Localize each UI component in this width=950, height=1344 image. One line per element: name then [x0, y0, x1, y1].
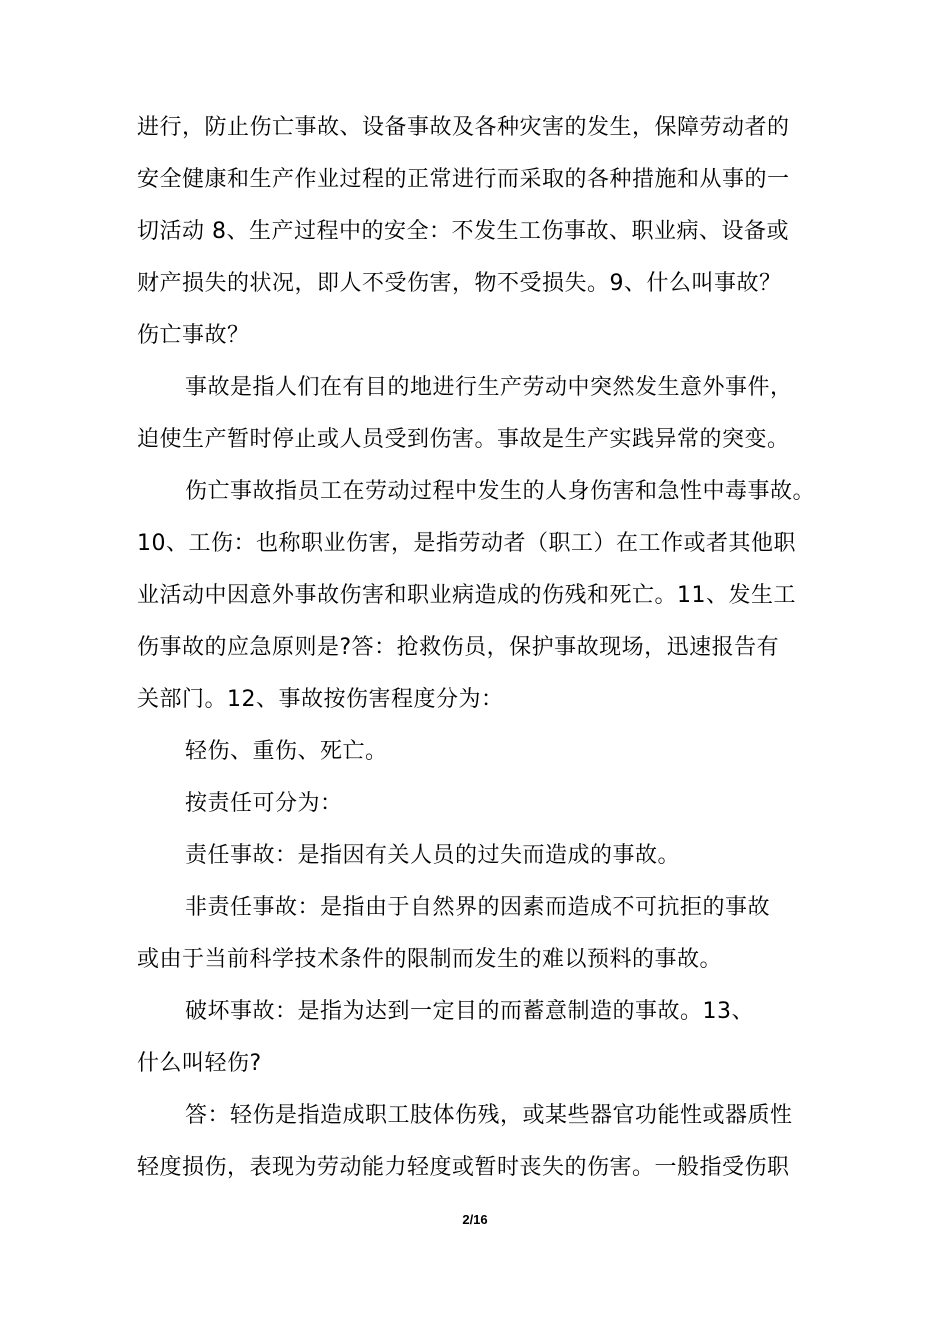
body-text	[137, 102, 837, 1194]
text-line: 进行，防止伤亡事故、设备事故及各种灾害的发生，保障劳动者的	[137, 115, 790, 140]
text-line: 破坏事故：是指为达到一定目的而蓄意制造的事故。13、	[185, 999, 754, 1024]
text-line: 伤事故的应急原则是?答：抢救伤员，保护事故现场，迅速报告有	[137, 635, 780, 660]
text-line: 什么叫轻伤?	[137, 1051, 262, 1076]
text-line: 伤亡事故指员工在劳动过程中发生的人身伤害和急性中毒事故。	[185, 479, 816, 504]
text-line: 轻度损伤，表现为劳动能力轻度或暂时丧失的伤害。一般指受伤职	[137, 1155, 790, 1180]
text-line: 安全健康和生产作业过程的正常进行而采取的各种措施和从事的一	[137, 167, 790, 192]
text-line: 按责任可分为：	[185, 791, 343, 816]
text-line: 业活动中因意外事故伤害和职业病造成的伤残和死亡。11、发生工	[137, 583, 796, 608]
text-line: 或由于当前科学技术条件的限制而发生的难以预料的事故。	[137, 947, 723, 972]
text-line: 非责任事故：是指由于自然界的因素而造成不可抗拒的事故	[185, 895, 771, 920]
text-line: 迫使生产暂时停止或人员受到伤害。事故是生产实践异常的突变。	[137, 427, 790, 452]
text-line: 关部门。12、事故按伤害程度分为：	[137, 687, 504, 712]
text-line: 责任事故：是指因有关人员的过失而造成的事故。	[185, 843, 681, 868]
text-line: 10、工伤：也称职业伤害，是指劳动者（职工）在工作或者其他职	[137, 531, 796, 556]
text-line: 答：轻伤是指造成职工肢体伤残，或某些器官功能性或器质性	[185, 1103, 793, 1128]
text-line: 事故是指人们在有目的地进行生产劳动中突然发生意外事件，	[185, 375, 793, 400]
text-line: 轻伤、重伤、死亡。	[185, 739, 388, 764]
page-number: 2/16	[462, 1212, 488, 1227]
text-line: 财产损失的状况，即人不受伤害，物不受损失。9、什么叫事故？	[137, 271, 782, 296]
text-line: 伤亡事故？	[137, 323, 250, 348]
text-line: 切活动 8、生产过程中的安全：不发生工伤事故、职业病、设备或	[137, 219, 789, 244]
